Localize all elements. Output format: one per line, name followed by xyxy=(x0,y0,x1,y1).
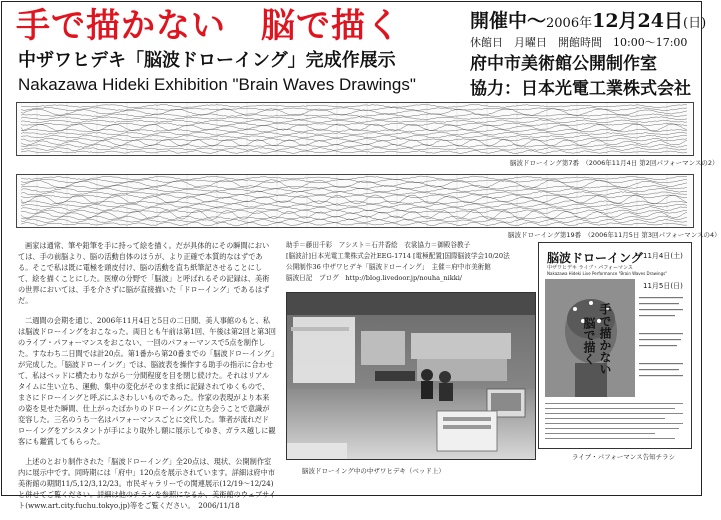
flyer-big-text-2: 脳で描く xyxy=(582,317,596,365)
credit-line-4: 脳波日記 ブログ http://blog.livedoor.jp/nouha_nikki/ xyxy=(286,274,463,282)
gallery-scene-image xyxy=(287,293,535,459)
credit-line-1: 助手＝藤田千彩 アシスト＝石井香絵 衣裳協力＝御殿谷教子 xyxy=(286,241,471,249)
body-paragraph-1: 画家は通常、筆や鉛筆を手に持って絵を描く。だが具体的にその瞬間においては、手の前脳より、脳の活動自体のほうが、より正確で本質的なはずである。そこで私は既に電極を頭皮付け、脳の活動を直ち紙筆記させることにして、絵を描くことにした。医療の分野で「脳波」と呼ばれるその記録は、美術の世界においては、手を介さずに脳が直接描いた「ドローイング」であるはずだ。 xyxy=(18,241,270,305)
open-day: (日) xyxy=(683,16,707,31)
cooperation-credit: 協力：日本光電工業株式会社 xyxy=(470,79,691,99)
flyer-date-1: 11月4日(土) xyxy=(643,252,683,260)
flyer-thumbnail xyxy=(538,242,692,449)
flyer-bottom-text xyxy=(545,401,685,443)
flyer-subtitle-en: Nakazawa Hideki Live Performance "Brain Waves Drawings" xyxy=(547,271,668,276)
body-paragraph-3: 上述のとおり制作された「脳波ドローイング」全20点は、現状、公開制作室内に展示中です。同時期には「府中」120点を展示されています。詳細は府中市美術館の期間11/5,12/3,12/23。市民ギャラリーでの関連展示(12/19〜12/24)と併せてご覧ください。詳細は他のチラシを参照になるか、美術館のウェブサイト(www.art.city.fuchu.tokyo.jp)等をご覧ください。 2006/11/18 xyxy=(18,457,276,510)
flyer-fine-print xyxy=(639,293,687,403)
venue-name: 府中市美術館公開制作室 xyxy=(470,54,657,74)
main-title: 手で描かない 脳で描く xyxy=(16,6,401,46)
open-date: 12月24日 xyxy=(592,10,683,32)
performance-photo xyxy=(286,292,536,460)
english-title: Nakazawa Hideki Exhibition "Brain Waves Drawings" xyxy=(18,75,416,94)
open-period xyxy=(470,10,706,35)
body-paragraph-2: 二週間の会期を通じ、2006年11月4日と5日の二日間、美人事館のもと、私は脳波ドローイングをおこなった。両日とも午前は第1回、午後は第2回と第3回のライブ・パフォーマンスをおこない、一回のパフォーマンスで5点を制作した。すなわち二日間では計20点。第1番から第20番までの「脳波ドローイング」が完成した。「脳波ドローイング」では、脳波表を操作する助手の指示に合わせて、私はベッドに横たわりながら一分間程度を目を閉じ続けた。それはリアルタイムに生い立ち、運動、集中の変化がそのまま紙に記録されてゆくもので、まさにドローイングと呼ぶにふさわしいものであった。作家の表現がより本来の姿を見せた瞬間、仕上がったばかりのドローイングに立ち会うことで意識が変容した。三名のうち一名はパフォーマンスごとに交代した。筆者が流れだドローイングをアシスタントが手により取外し額に展示してゆき、ガラス越しに観客にも鑑賞してもらった。 xyxy=(18,316,276,446)
eeg-strip-1 xyxy=(16,102,694,156)
flyer-date-2: 11月5日(日) xyxy=(643,282,683,290)
eeg-strip-2-graphic xyxy=(17,175,693,227)
open-year: 2006年 xyxy=(546,16,593,31)
flyer-big-text-1: 手で描かない xyxy=(598,303,612,375)
flyer-caption: ライブ・パフォーマンス告知チラシ xyxy=(572,453,676,461)
photo-caption: 脳波ドローイング中の中ザワヒデキ（ベッド上） xyxy=(302,467,445,475)
flyer-subtitle: 中ザワヒデキ ライブ・パフォーマンス xyxy=(547,265,633,271)
poster-page xyxy=(1,1,721,510)
flyer-title: 脳波ドローイング xyxy=(547,251,643,265)
credit-line-3: 公開制作36 中ザワヒデキ「脳波ドローイング」 主催＝府中市美術館 xyxy=(286,263,491,271)
open-label: 開催中〜 xyxy=(470,10,547,32)
credit-line-2: [脳波計]日本光電工業株式会社EEG-1714 [電極配置]国際脳波学会10/20法 xyxy=(286,252,510,260)
exhibition-subtitle: 中ザワヒデキ「脳波ドローイング」完成作展示 xyxy=(18,50,396,71)
eeg-strip-1-graphic xyxy=(17,103,693,155)
body-text xyxy=(18,240,276,520)
eeg-strip-2-caption: 脳波ドローイング第19番 （2006年11月5日 第3回パフォーマンスの4） xyxy=(508,231,721,239)
eeg-strip-2 xyxy=(16,174,694,228)
eeg-strip-1-caption: 脳波ドローイング第7番 （2006年11月4日 第2回パフォーマンスの2） xyxy=(510,159,719,167)
credits-block xyxy=(286,240,536,284)
opening-hours: 休館日 月曜日 開館時間 10:00〜17:00 xyxy=(470,36,688,49)
